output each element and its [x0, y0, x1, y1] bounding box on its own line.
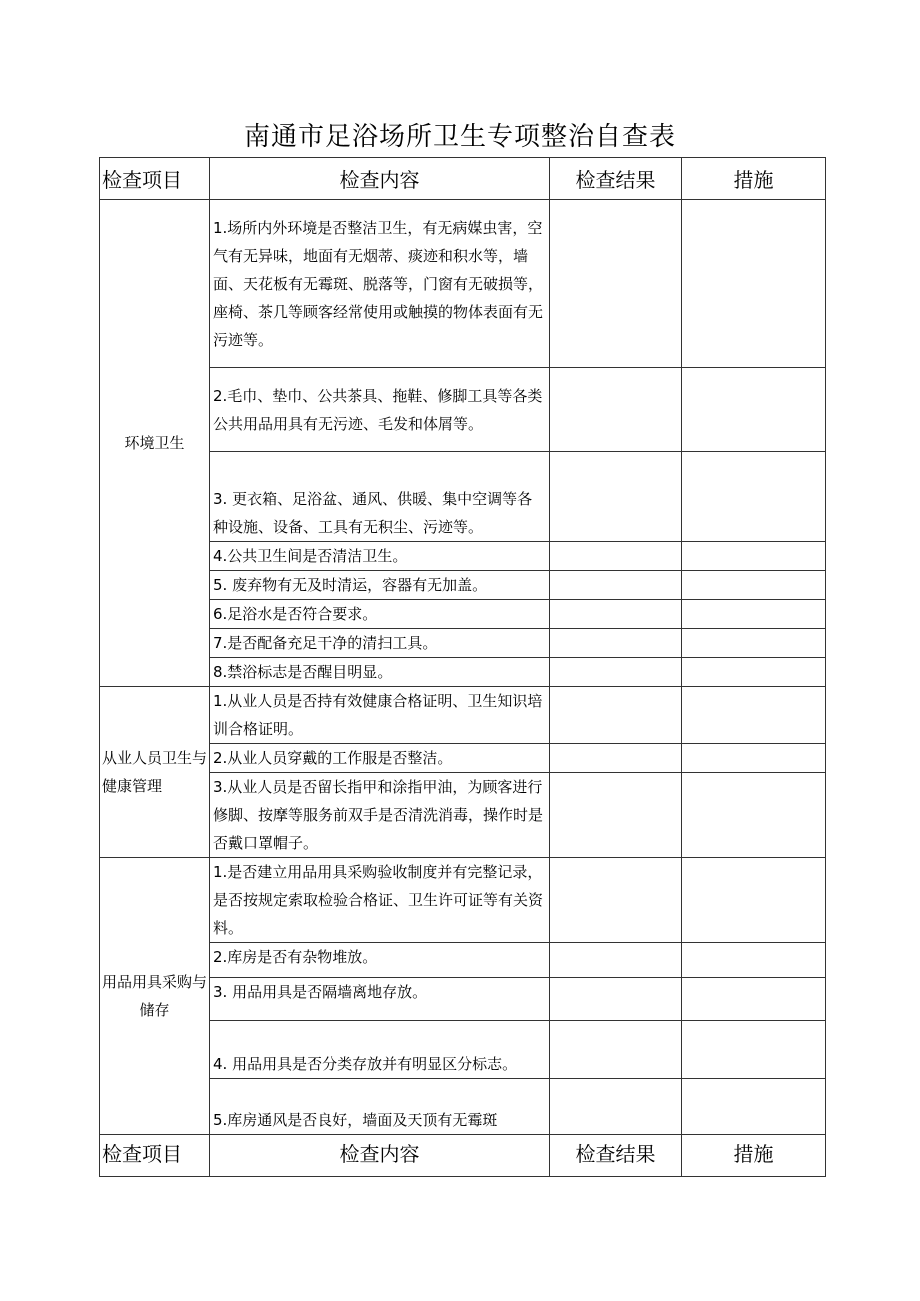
- measures-cell[interactable]: [682, 744, 826, 773]
- check-item: 5. 废弃物有无及时清运，容器有无加盖。: [210, 571, 550, 600]
- header-result: 检查结果: [550, 1135, 682, 1177]
- result-cell[interactable]: [550, 542, 682, 571]
- result-cell[interactable]: [550, 1079, 682, 1135]
- measures-cell[interactable]: [682, 858, 826, 943]
- page-title: 南通市足浴场所卫生专项整治自查表: [243, 122, 676, 152]
- result-cell[interactable]: [550, 744, 682, 773]
- category-environment: 环境卫生: [100, 200, 210, 687]
- measures-cell[interactable]: [682, 658, 826, 687]
- result-cell[interactable]: [550, 943, 682, 978]
- check-item: 6.足浴水是否符合要求。: [210, 600, 550, 629]
- check-item: 2.毛巾、垫巾、公共茶具、拖鞋、修脚工具等各类公共用品用具有无污迹、毛发和体屑等。: [210, 368, 550, 452]
- category-supplies-storage: 用品用具采购与储存: [100, 858, 210, 1135]
- inspection-table: [99, 157, 826, 1177]
- table-row: [100, 858, 826, 943]
- result-cell[interactable]: [550, 1021, 682, 1079]
- check-item: 3.从业人员是否留长指甲和涂指甲油，为顾客进行修脚、按摩等服务前双手是否清洗消毒，操作时是否戴口罩帽子。: [210, 773, 550, 858]
- check-item: 3. 用品用具是否隔墙离地存放。: [210, 978, 550, 1021]
- measures-cell[interactable]: [682, 687, 826, 744]
- check-item: 2.从业人员穿戴的工作服是否整洁。: [210, 744, 550, 773]
- result-cell[interactable]: [550, 773, 682, 858]
- header-content: 检查内容: [210, 158, 550, 200]
- header-item: 检查项目: [100, 1135, 210, 1177]
- check-item: 4.公共卫生间是否清洁卫生。: [210, 542, 550, 571]
- check-item: 4. 用品用具是否分类存放并有明显区分标志。: [210, 1021, 550, 1079]
- measures-cell[interactable]: [682, 1079, 826, 1135]
- result-cell[interactable]: [550, 200, 682, 368]
- result-cell[interactable]: [550, 658, 682, 687]
- result-cell[interactable]: [550, 687, 682, 744]
- measures-cell[interactable]: [682, 571, 826, 600]
- result-cell[interactable]: [550, 571, 682, 600]
- check-item: 1.场所内外环境是否整洁卫生，有无病媒虫害，空气有无异味，地面有无烟蒂、痰迹和积水等，墙面、天花板有无霉斑、脱落等，门窗有无破损等，座椅、茶几等顾客经常使用或触摸的物体表面有无污迹等。: [210, 200, 550, 368]
- footer-header-row: [100, 1135, 826, 1177]
- measures-cell[interactable]: [682, 1021, 826, 1079]
- check-item: 1.从业人员是否持有效健康合格证明、卫生知识培训合格证明。: [210, 687, 550, 744]
- measures-cell[interactable]: [682, 629, 826, 658]
- check-item: 5.库房通风是否良好，墙面及天顶有无霉斑: [210, 1079, 550, 1135]
- measures-cell[interactable]: [682, 368, 826, 452]
- table-row: [100, 687, 826, 744]
- result-cell[interactable]: [550, 368, 682, 452]
- result-cell[interactable]: [550, 978, 682, 1021]
- result-cell[interactable]: [550, 858, 682, 943]
- measures-cell[interactable]: [682, 200, 826, 368]
- header-measures: 措施: [682, 158, 826, 200]
- measures-cell[interactable]: [682, 542, 826, 571]
- check-item: 2.库房是否有杂物堆放。: [210, 943, 550, 978]
- result-cell[interactable]: [550, 629, 682, 658]
- header-row: [100, 158, 826, 200]
- check-item: 3. 更衣箱、足浴盆、通风、供暖、集中空调等各种设施、设备、工具有无积尘、污迹等。: [210, 452, 550, 542]
- category-staff-health: 从业人员卫生与健康管理: [100, 687, 210, 858]
- measures-cell[interactable]: [682, 943, 826, 978]
- check-item: 7.是否配备充足干净的清扫工具。: [210, 629, 550, 658]
- header-content: 检查内容: [210, 1135, 550, 1177]
- measures-cell[interactable]: [682, 978, 826, 1021]
- result-cell[interactable]: [550, 452, 682, 542]
- result-cell[interactable]: [550, 600, 682, 629]
- check-item: 1.是否建立用品用具采购验收制度并有完整记录，是否按规定索取检验合格证、卫生许可证等有关资料。: [210, 858, 550, 943]
- table-row: [100, 200, 826, 368]
- header-result: 检查结果: [550, 158, 682, 200]
- header-measures: 措施: [682, 1135, 826, 1177]
- measures-cell[interactable]: [682, 452, 826, 542]
- check-item: 8.禁浴标志是否醒目明显。: [210, 658, 550, 687]
- measures-cell[interactable]: [682, 773, 826, 858]
- header-item: 检查项目: [100, 158, 210, 200]
- measures-cell[interactable]: [682, 600, 826, 629]
